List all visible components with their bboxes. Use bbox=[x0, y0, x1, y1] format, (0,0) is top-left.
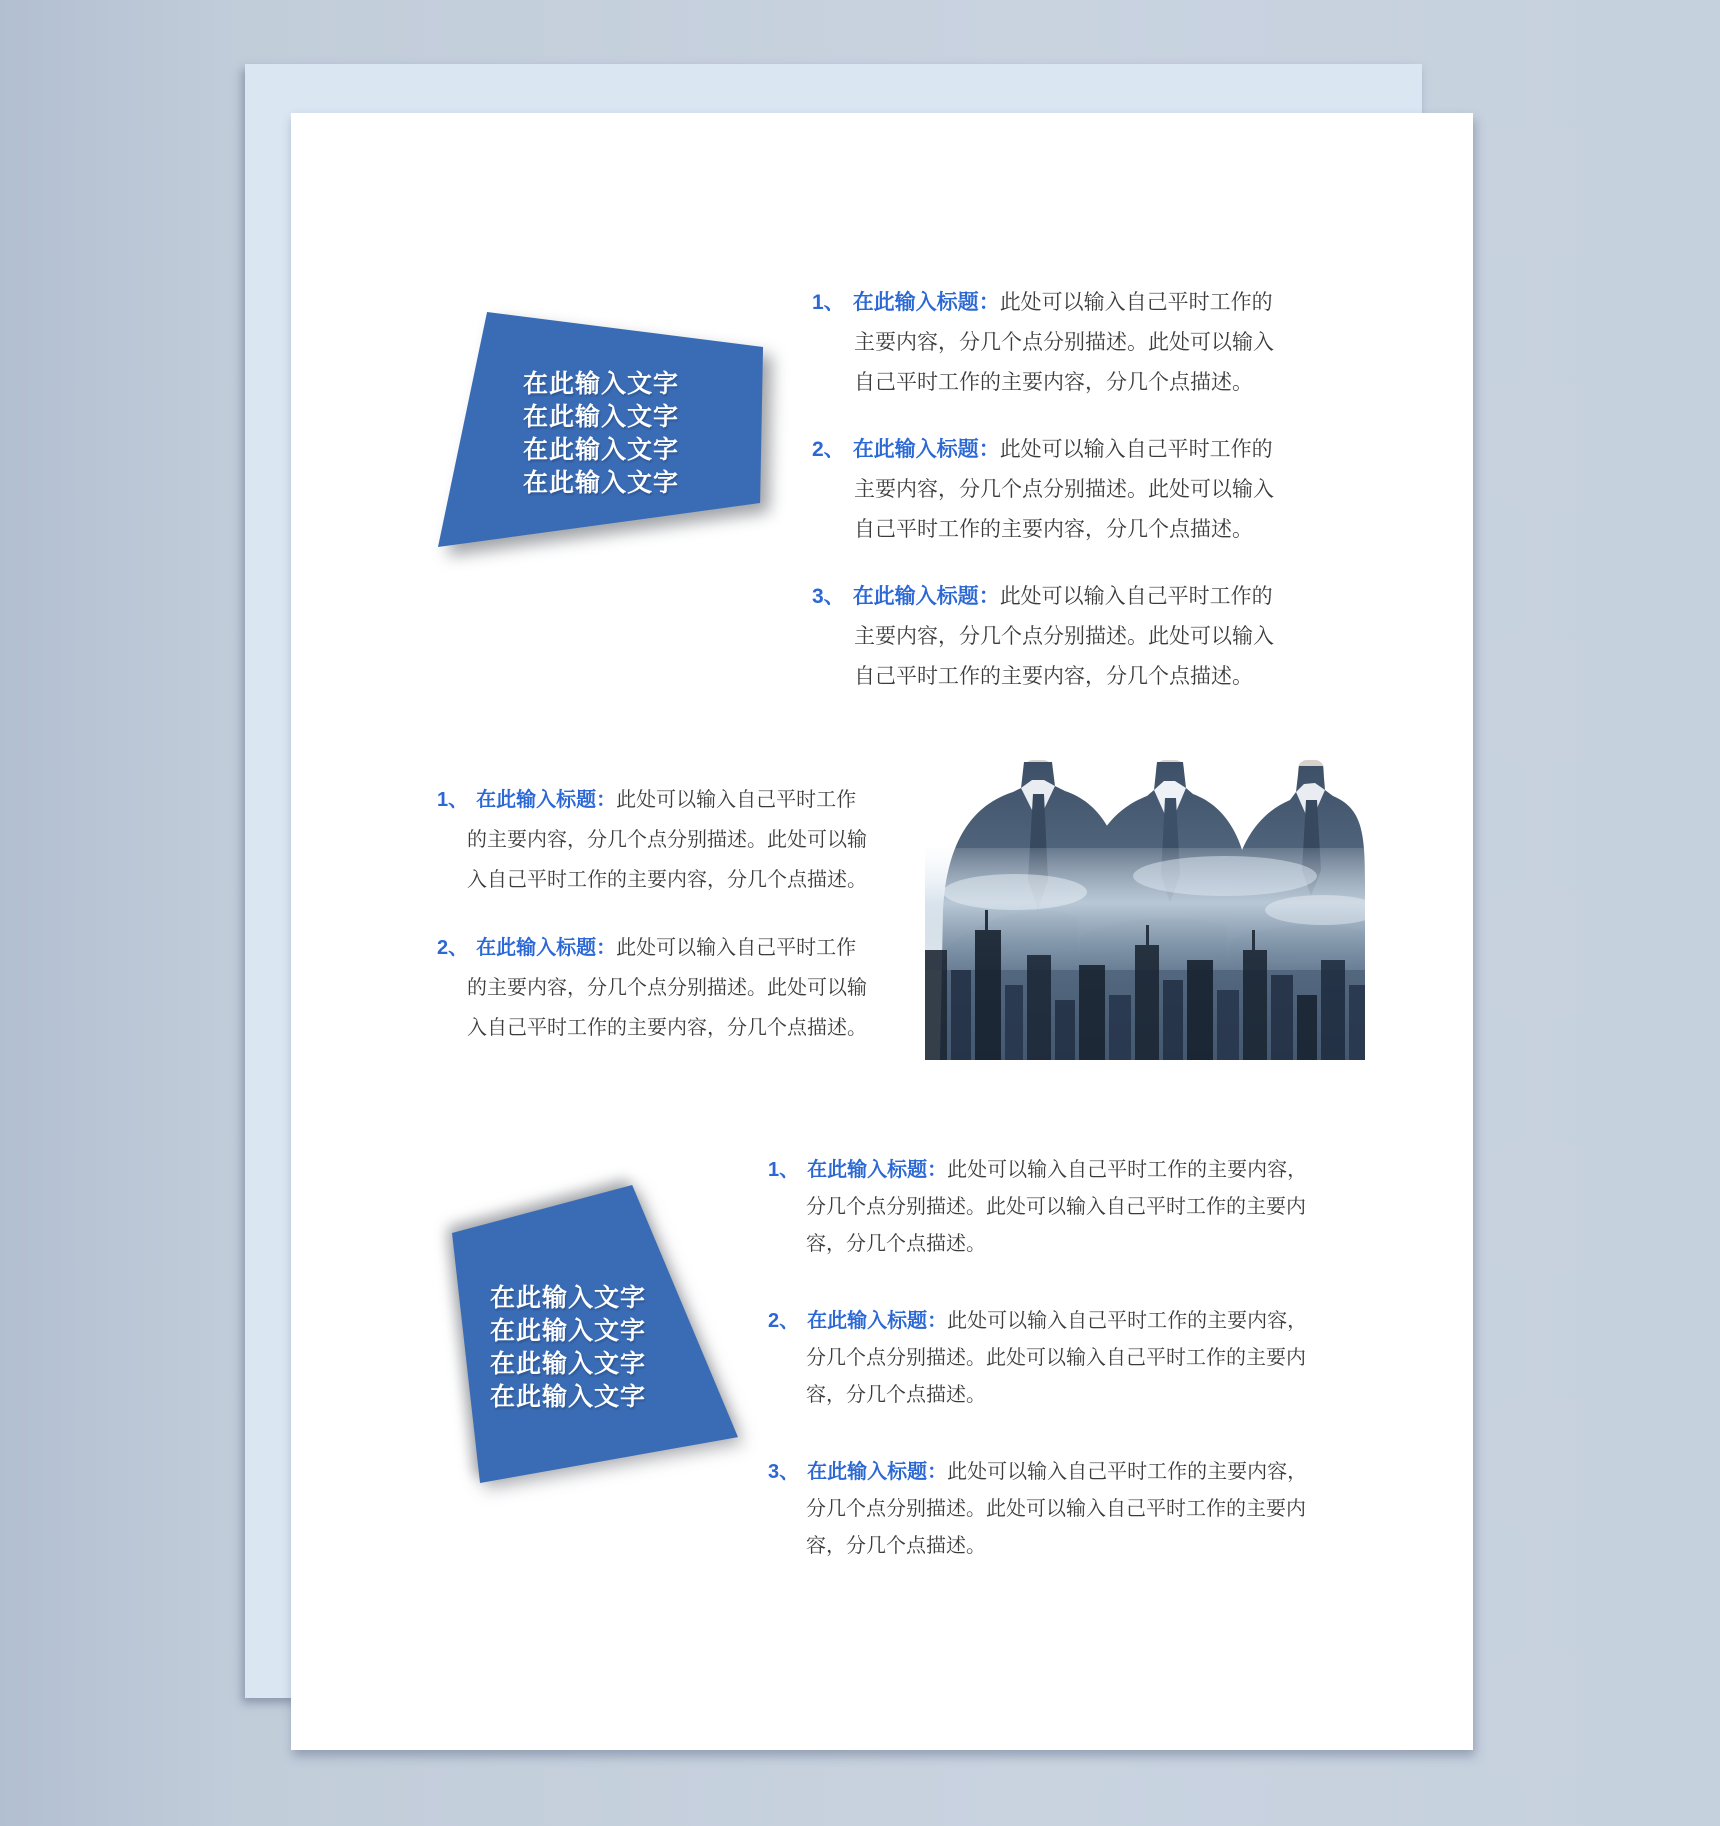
paragraph-title: 在此输入标题 bbox=[852, 438, 979, 461]
paragraph-1 bbox=[812, 283, 1290, 403]
shape-text-line: 在此输入文字 bbox=[523, 403, 680, 431]
paragraph-separator: ： bbox=[978, 585, 1000, 608]
middle-paragraph-block bbox=[437, 780, 869, 1076]
shape-text-line: 在此输入文字 bbox=[523, 469, 680, 497]
paragraph-number: 1、 bbox=[768, 1159, 800, 1181]
paragraph-number: 1、 bbox=[437, 789, 469, 811]
paragraph-title: 在此输入标题 bbox=[476, 937, 597, 959]
paragraph-title: 在此输入标题 bbox=[807, 1159, 928, 1181]
paragraph-number: 2、 bbox=[812, 438, 845, 461]
top-paragraph-block bbox=[812, 283, 1290, 724]
paragraph-title: 在此输入标题 bbox=[807, 1461, 928, 1483]
paragraph-body: 此处可以输入自己平时工作的主要内容，分几个点分别描述。此处可以输入自己平时工作的主要内容，分几个点描述。 bbox=[854, 291, 1274, 394]
shape-text-line: 在此输入文字 bbox=[523, 370, 680, 398]
paragraph-title: 在此输入标题 bbox=[476, 789, 597, 811]
businessmen-city-image bbox=[925, 760, 1365, 1060]
shape-text-line: 在此输入文字 bbox=[523, 436, 680, 464]
paragraph-separator: ： bbox=[596, 937, 617, 959]
paragraph-body: 此处可以输入自己平时工作的主要内容，分几个点分别描述。此处可以输入自己平时工作的主要内容，分几个点描述。 bbox=[806, 1461, 1308, 1557]
paragraph-title: 在此输入标题 bbox=[852, 585, 979, 608]
paragraph-1 bbox=[437, 780, 869, 900]
bottom-paragraph-block bbox=[768, 1152, 1308, 1605]
paragraph-body: 此处可以输入自己平时工作的主要内容，分几个点分别描述。此处可以输入自己平时工作的主要内容，分几个点描述。 bbox=[467, 937, 867, 1039]
paragraph-1 bbox=[768, 1152, 1308, 1263]
bottom-shape-text bbox=[490, 1282, 646, 1414]
shape-text-line: 在此输入文字 bbox=[490, 1383, 647, 1411]
shape-text-line: 在此输入文字 bbox=[490, 1284, 647, 1312]
paragraph-title: 在此输入标题 bbox=[807, 1310, 928, 1332]
paragraph-number: 2、 bbox=[437, 937, 469, 959]
paragraph-3 bbox=[768, 1454, 1308, 1565]
paragraph-body: 此处可以输入自己平时工作的主要内容，分几个点分别描述。此处可以输入自己平时工作的主要内容，分几个点描述。 bbox=[854, 585, 1274, 688]
paragraph-separator: ： bbox=[978, 438, 1000, 461]
paragraph-separator: ： bbox=[927, 1461, 948, 1483]
paragraph-separator: ： bbox=[978, 291, 1000, 314]
businessmen-city-illustration bbox=[925, 760, 1365, 1060]
paragraph-3 bbox=[812, 577, 1290, 697]
paragraph-number: 3、 bbox=[768, 1461, 800, 1483]
paragraph-number: 2、 bbox=[768, 1310, 800, 1332]
paragraph-number: 1、 bbox=[812, 291, 845, 314]
top-shape-text bbox=[523, 368, 679, 500]
paragraph-separator: ： bbox=[927, 1159, 948, 1181]
paragraph-number: 3、 bbox=[812, 585, 845, 608]
paragraph-title: 在此输入标题 bbox=[852, 291, 979, 314]
paragraph-body: 此处可以输入自己平时工作的主要内容，分几个点分别描述。此处可以输入自己平时工作的主要内容，分几个点描述。 bbox=[467, 789, 867, 891]
shape-text-line: 在此输入文字 bbox=[490, 1317, 647, 1345]
paragraph-separator: ： bbox=[927, 1310, 948, 1332]
paragraph-2 bbox=[437, 928, 869, 1048]
shape-text-line: 在此输入文字 bbox=[490, 1350, 647, 1378]
paragraph-body: 此处可以输入自己平时工作的主要内容，分几个点分别描述。此处可以输入自己平时工作的主要内容，分几个点描述。 bbox=[806, 1310, 1308, 1406]
paragraph-body: 此处可以输入自己平时工作的主要内容，分几个点分别描述。此处可以输入自己平时工作的主要内容，分几个点描述。 bbox=[854, 438, 1274, 541]
paragraph-body: 此处可以输入自己平时工作的主要内容，分几个点分别描述。此处可以输入自己平时工作的主要内容，分几个点描述。 bbox=[806, 1159, 1308, 1255]
paragraph-2 bbox=[768, 1303, 1308, 1414]
paragraph-2 bbox=[812, 430, 1290, 550]
paragraph-separator: ： bbox=[596, 789, 617, 811]
